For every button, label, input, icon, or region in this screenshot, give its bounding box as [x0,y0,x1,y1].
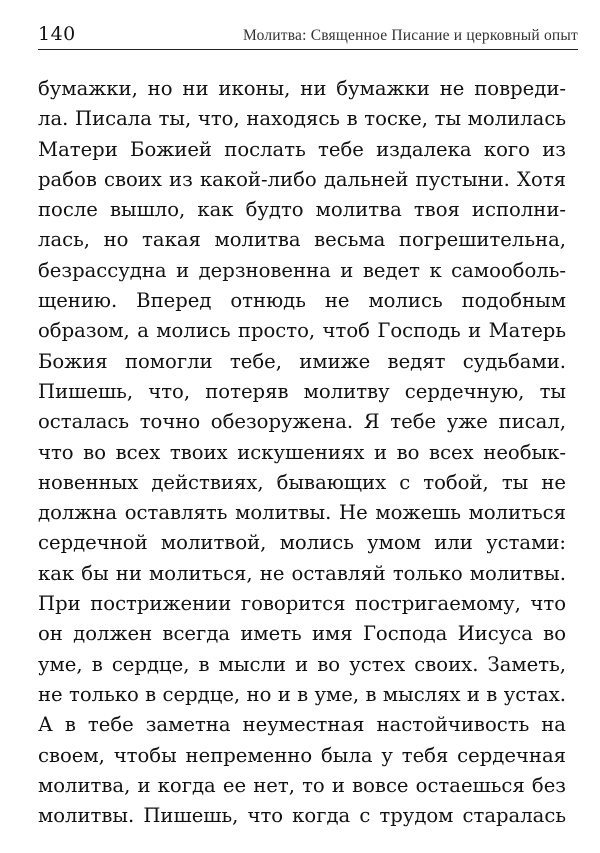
text-line: А в тебе заметна неуместная настойчивость на [38,713,566,737]
text-line: Матери Божией послать тебе издалека кого из [38,137,566,161]
text-line: Пишешь, что, потеряв молитву сердечную, ты [38,379,566,403]
running-header [38,20,578,50]
body-text [38,74,566,831]
text-line: новенных действиях, бывающих с тобой, ты не [38,470,566,494]
text-line: осталась точно обезоружена. Я тебе уже писал, [38,410,566,434]
text-line: молитвы. Пишешь, что когда с трудом старалась [38,804,566,828]
page-number: 140 [38,23,76,45]
text-line: молитва, и когда ее нет, то и вовсе остаешься без [38,773,566,797]
text-line: своем, чтобы непременно была у тебя сердечная [38,743,566,767]
text-line: безрассудна и дерзновенна и ведет к самооболь- [38,258,566,282]
text-line: При пострижении говорится постригаемому, что [38,592,566,616]
text-line: Божия помогли тебе, имиже ведят судьбами. [38,349,566,373]
text-line: не только в сердце, но и в уме, в мыслях и в устах. [38,682,566,706]
text-line: сердечной молитвой, молись умом или устами: [38,531,566,555]
text-line: после вышло, как будто молитва твоя исполни- [38,198,566,222]
text-line: должна оставлять молитвы. Не можешь молиться [38,501,566,525]
text-line: уме, в сердце, в мысли и во устех своих. Заметь, [38,652,566,676]
text-line: лась, но такая молитва весьма погрешительна, [38,228,566,252]
text-line: ла. Писала ты, что, находясь в тоске, ты молилась [38,107,566,131]
text-line: рабов своих из какой-либо дальней пустыни. Хотя [38,167,566,191]
text-line: как бы ни молиться, не оставляй только молитвы. [38,561,566,585]
running-title: Молитва: Священное Писание и церковный опыт [242,27,578,44]
text-line: образом, а молись просто, чтоб Господь и Матерь [38,319,566,343]
text-line: бумажки, но ни иконы, ни бумажки не повреди- [38,77,566,100]
text-line: что во всех твоих искушениях и во всех необык- [38,440,566,464]
text-line: щению. Вперед отнюдь не молись подобным [38,289,566,313]
text-line: он должен всегда иметь имя Господа Иисуса во [38,622,566,646]
